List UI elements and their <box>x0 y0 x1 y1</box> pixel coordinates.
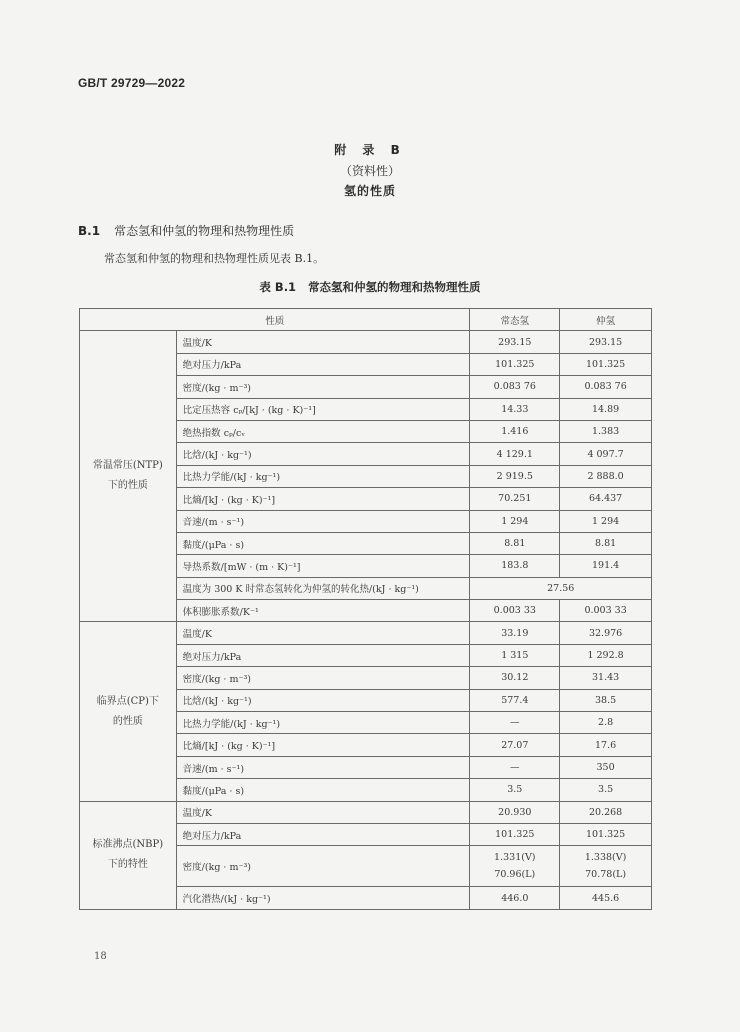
para-value-cell: 31.43 <box>560 667 652 689</box>
normal-value-cell: 293.15 <box>470 331 560 353</box>
para-value-cell: 1 292.8 <box>560 644 652 666</box>
property-cell: 密度/(kg · m⁻³) <box>176 846 470 887</box>
normal-value-cell: 1 315 <box>470 644 560 666</box>
group-label-cp <box>80 622 177 801</box>
para-value-cell: 0.003 33 <box>560 600 652 622</box>
para-value-cell: 293.15 <box>560 331 652 353</box>
vapor-value: 1.338(V) <box>584 852 627 864</box>
header-normal-hydrogen: 常态氢 <box>470 309 560 331</box>
para-value-cell: 191.4 <box>560 555 652 577</box>
normal-value-cell: 20.930 <box>470 801 560 823</box>
property-cell: 温度/K <box>176 801 470 823</box>
normal-value-cell: — <box>470 712 560 734</box>
normal-value-cell: 101.325 <box>470 823 560 845</box>
section-number: B.1 <box>78 224 101 238</box>
normal-value-cell: — <box>470 756 560 778</box>
table-row <box>80 801 652 823</box>
property-cell: 比热力学能/(kJ · kg⁻¹) <box>176 465 470 487</box>
normal-value-cell: 70.251 <box>470 488 560 510</box>
standard-code: GB/T 29729—2022 <box>78 76 186 90</box>
property-cell: 温度为 300 K 时常态氢转化为仲氢的转化热/(kJ · kg⁻¹) <box>176 577 470 599</box>
para-value-cell: 101.325 <box>560 353 652 375</box>
appendix-type: （资料性） <box>339 164 400 178</box>
para-value-cell: 101.325 <box>560 823 652 845</box>
properties-table <box>79 308 652 910</box>
appendix-title: 附 录 B <box>334 143 406 157</box>
table-row <box>80 331 652 353</box>
section-heading <box>78 222 294 239</box>
property-cell: 比熵/[kJ · (kg · K)⁻¹] <box>176 488 470 510</box>
para-value-cell: 8.81 <box>560 532 652 554</box>
normal-value-cell: 0.083 76 <box>470 376 560 398</box>
normal-value-cell: 8.81 <box>470 532 560 554</box>
normal-value-cell: 33.19 <box>470 622 560 644</box>
property-cell: 比焓/(kJ · kg⁻¹) <box>176 689 470 711</box>
group-label-ntp <box>80 331 177 622</box>
para-value-cell: 2 888.0 <box>560 465 652 487</box>
para-value-cell: 32.976 <box>560 622 652 644</box>
group-label-line: 下的特性 <box>107 859 148 871</box>
table-header-row <box>80 309 652 331</box>
property-cell: 绝对压力/kPa <box>176 823 470 845</box>
normal-value-cell: 577.4 <box>470 689 560 711</box>
property-cell: 比焓/(kJ · kg⁻¹) <box>176 443 470 465</box>
property-cell: 黏度/(μPa · s) <box>176 532 470 554</box>
normal-value-cell: 30.12 <box>470 667 560 689</box>
normal-value-cell: 183.8 <box>470 555 560 577</box>
property-cell: 绝热指数 cₚ/cᵥ <box>176 420 470 442</box>
normal-value-cell: 2 919.5 <box>470 465 560 487</box>
group-label-line: 的性质 <box>112 715 143 727</box>
para-value-cell: 14.89 <box>560 398 652 420</box>
para-value-cell: 1.383 <box>560 420 652 442</box>
property-cell: 比定压热容 cₚ/[kJ · (kg · K)⁻¹] <box>176 398 470 420</box>
page-number: 18 <box>94 951 107 962</box>
property-cell: 音速/(m · s⁻¹) <box>176 756 470 778</box>
property-cell: 温度/K <box>176 622 470 644</box>
property-cell: 黏度/(μPa · s) <box>176 779 470 801</box>
appendix-subject: 氢的性质 <box>343 184 396 198</box>
section-title: 常态氢和仲氢的物理和热物理性质 <box>114 224 295 238</box>
para-value-cell: 38.5 <box>560 689 652 711</box>
normal-value-cell: 1 294 <box>470 510 560 532</box>
para-value-cell: 3.5 <box>560 779 652 801</box>
group-label-line: 标准沸点(NBP) <box>92 839 164 851</box>
para-value-cell: 20.268 <box>560 801 652 823</box>
group-label-line: 下的性质 <box>107 480 148 492</box>
normal-value-cell: 4 129.1 <box>470 443 560 465</box>
para-value-cell <box>560 846 652 887</box>
normal-value-cell: 446.0 <box>470 887 560 909</box>
property-cell: 音速/(m · s⁻¹) <box>176 510 470 532</box>
table-row <box>80 622 652 644</box>
normal-value-cell <box>470 846 560 887</box>
property-cell: 导热系数/[mW · (m · K)⁻¹] <box>176 555 470 577</box>
table-number: 表 B.1 <box>259 280 297 294</box>
para-value-cell: 350 <box>560 756 652 778</box>
header-para-hydrogen: 仲氢 <box>560 309 652 331</box>
para-value-cell: 64.437 <box>560 488 652 510</box>
group-label-line: 临界点(CP)下 <box>96 695 159 707</box>
table-caption <box>0 279 740 295</box>
section-body-text: 常态氢和仲氢的物理和热物理性质见表 B.1。 <box>104 252 325 265</box>
header-property: 性质 <box>80 309 470 331</box>
para-value-cell: 4 097.7 <box>560 443 652 465</box>
normal-value-cell: 14.33 <box>470 398 560 420</box>
para-value-cell: 2.8 <box>560 712 652 734</box>
property-cell: 绝对压力/kPa <box>176 353 470 375</box>
property-cell: 密度/(kg · m⁻³) <box>176 376 470 398</box>
property-cell: 体积膨胀系数/K⁻¹ <box>176 600 470 622</box>
group-label-line: 常温常压(NTP) <box>92 460 163 472</box>
property-cell: 比热力学能/(kJ · kg⁻¹) <box>176 712 470 734</box>
merged-value-cell: 27.56 <box>470 577 652 599</box>
property-cell: 汽化潜热/(kJ · kg⁻¹) <box>176 887 470 909</box>
group-label-nbp <box>80 801 177 909</box>
normal-value-cell: 27.07 <box>470 734 560 756</box>
property-cell: 温度/K <box>176 331 470 353</box>
liquid-value: 70.96(L) <box>494 869 536 881</box>
para-value-cell: 1 294 <box>560 510 652 532</box>
normal-value-cell: 3.5 <box>470 779 560 801</box>
para-value-cell: 0.083 76 <box>560 376 652 398</box>
table-title: 常态氢和仲氢的物理和热物理性质 <box>308 280 481 294</box>
property-cell: 绝对压力/kPa <box>176 644 470 666</box>
property-cell: 密度/(kg · m⁻³) <box>176 667 470 689</box>
normal-value-cell: 101.325 <box>470 353 560 375</box>
liquid-value: 70.78(L) <box>585 869 627 881</box>
para-value-cell: 17.6 <box>560 734 652 756</box>
normal-value-cell: 1.416 <box>470 420 560 442</box>
para-value-cell: 445.6 <box>560 887 652 909</box>
property-cell: 比熵/[kJ · (kg · K)⁻¹] <box>176 734 470 756</box>
vapor-value: 1.331(V) <box>494 852 536 864</box>
normal-value-cell: 0.003 33 <box>470 600 560 622</box>
